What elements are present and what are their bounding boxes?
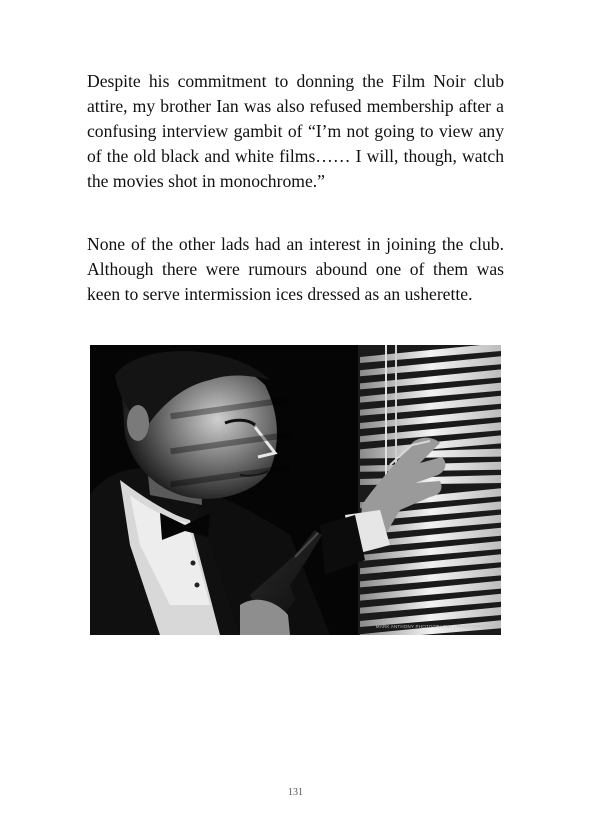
photo-watermark: MARK ANTHONY PHOTOGRAPHY | PHOTOGRAPHY xyxy=(375,624,494,629)
film-noir-illustration xyxy=(90,345,501,635)
film-noir-photo xyxy=(90,345,501,635)
body-paragraph-2: None of the other lads had an interest in joining the club. Although there were rumours abound one of them was keen to serve intermission ices dressed as an usherette. xyxy=(87,234,504,304)
body-paragraph-1: Despite his commitment to donning the Film Noir club attire, my brother Ian was also refused membership after a confusing interview gambit of “I’m not going to view any of the old black and white films…… I will, though, watch the movies shot in monochrome.” xyxy=(87,71,504,191)
page-number: 131 xyxy=(288,787,303,798)
